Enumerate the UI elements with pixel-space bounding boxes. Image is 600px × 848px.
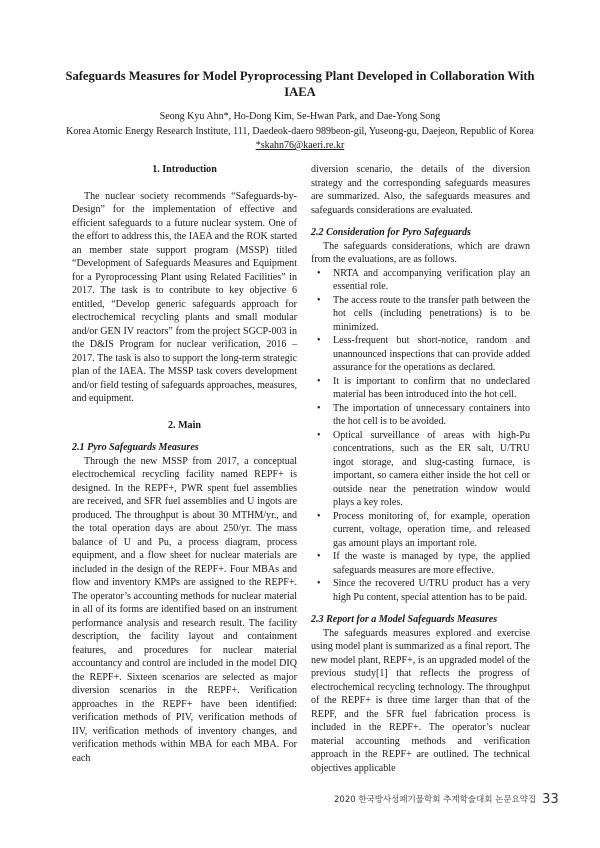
subsection-heading-2-2: 2.2 Consideration for Pyro Safeguards	[311, 227, 471, 238]
conference-name: 2020 한국방사성폐기물학회 추계학술대회 논문요약집	[334, 795, 537, 805]
bullet-icon: •	[317, 267, 321, 279]
list-item: • The importation of unnecessary containers into the hot cell is to be avoided.	[317, 402, 530, 427]
bullet-icon: •	[317, 402, 321, 414]
bullet-icon: •	[317, 294, 321, 306]
list-item: • Less-frequent but short-notice, random and unannounced inspections that can provide added assurance for the operations as declared.	[317, 335, 530, 373]
bullet-icon: •	[317, 375, 321, 387]
list-item: • Process monitoring of, for example, operation current, voltage, operation time, and released gas amount plays an important role.	[317, 510, 530, 549]
page-number: 33	[542, 792, 559, 807]
bullet-icon: •	[317, 551, 321, 562]
paper-title: Safeguards Measures for Model Pyroprocessing Plant Developed in Collaboration With IAEA	[65, 69, 535, 99]
page-footer	[334, 792, 559, 807]
section-2-3-paragraph: The safeguards measures explored and exercise using model plant is summarized as a final report. The new model plant, REPF+, is an upgraded model of the previous study[1] that reflects the progress of electrochemical recycling technology. The throughput of the REPF+ is three time larger than that of the REPF, and the SFR fuel fabrication process is included in the REPF+. The operator’s nuclear material accounting methods and verification approach in the REPF+ are outlined. The technical objectives applicable	[311, 627, 530, 774]
intro-paragraph: The nuclear society recommends “Safeguards-by-Design” for the implementation of effective and efficient safeguards to a future nuclear system. One of the effort to address this, the IAEA and the ROK started an member state support program (MSSP) titled “Development of Safeguards Measures and Equipment for a Pyroprocessing Plant using Related Facilities” in 2017. The task is to contribute to key objective 6 entitled, “Develop generic safeguards approach for electrochemical recycling plants and small modular and/or GEN IV reactors” from the project SGCP-003 in the D&IS Program for nuclear verification, 2016 – 2017. The task is also to support the long-term strategic plan of the IAEA. The MSSP task covers development and/or field testing of safeguards approaches, measures, and equipment.	[72, 190, 297, 404]
email-link[interactable]: *skahn76@kaeri.re.kr	[255, 140, 345, 151]
author-affiliation: Korea Atomic Energy Research Institute, 111, Daedeok-daero 989beon-gil, Yuseong-gu, Daejeon, Republic of Korea	[66, 125, 534, 137]
considerations-list	[311, 267, 530, 605]
list-item: • It is important to confirm that no undeclared material has been introduced into the hot cell.	[317, 375, 530, 400]
subsection-heading-2-1: 2.1 Pyro Safeguards Measures	[72, 442, 199, 453]
list-item: • The access route to the transfer path between the hot cells (including penetrations) is to be minimized.	[317, 294, 530, 333]
section-2-1-paragraph: Through the new MSSP from 2017, a conceptual electrochemical recycling facility named REPF+ is designed. In the REPF+, PWR spent fuel assemblies are received, and SFR fuel assemblies and U ingots are produced. The throughput is about 30 MTHM/yr., and the total operation days are about 250/yr. The mass balance of U and Pu, a process diagram, process equipment, and a flow sheet for nuclear materials are included in the design of the REPF+. Four MBAs and flow and inventory KMPs are assigned to the REPF+. The operator’s accounting methods for nuclear material in all of its forms are identified based on an instrument performance analysis and research result. The facility description, the facility layout and containment features, and procedures for nuclear material accountancy and control are included in the model DIQ the REPF+. Sixteen scenarios are selected as major diversion scenarios in the REPF+. Verification approaches in the REPF+ have been identified: verification methods of PIV, verification methods of IIV, verification methods of inventory changes, and verification methods within MBA for each MBA. For each	[72, 455, 297, 764]
author-email[interactable]	[40, 139, 560, 154]
list-item: • Since the recovered U/TRU product has a very high Pu content, special attention has to be paid.	[317, 578, 530, 603]
author-block	[40, 110, 560, 154]
right-column	[311, 163, 530, 775]
section-heading-introduction: 1. Introduction	[152, 164, 217, 175]
bullet-icon: •	[317, 578, 321, 589]
bullet-icon: •	[317, 335, 321, 346]
section-2-1-continued: diversion scenario, the details of the diversion strategy and the corresponding safeguards measures are summarized. Also, the safeguards measures and safeguards considerations are evaluated.	[311, 164, 530, 216]
section-heading-main: 2. Main	[168, 419, 201, 431]
list-item: • If the waste is managed by type, the applied safeguards measures are more effective.	[317, 551, 530, 576]
list-item: • Optical surveillance of areas with high-Pu concentrations, such as the ER salt, U/TRU ingot storage, and slug-casting furnace, is important, so camera either inside the hot cell or outside near the penetration window would plays a key roles.	[317, 429, 530, 508]
bullet-icon: •	[317, 429, 321, 441]
left-column	[72, 163, 297, 765]
section-2-2-intro: The safeguards considerations, which are drawn from the evaluations, are as follows.	[311, 240, 530, 265]
subsection-heading-2-3: 2.3 Report for a Model Safeguards Measures	[311, 614, 498, 625]
bullet-icon: •	[317, 510, 321, 522]
author-names: Seong Kyu Ahn*, Ho-Dong Kim, Se-Hwan Park, and Dae-Yong Song	[159, 111, 441, 122]
list-item: • NRTA and accompanying verification play an essential role.	[317, 267, 530, 292]
